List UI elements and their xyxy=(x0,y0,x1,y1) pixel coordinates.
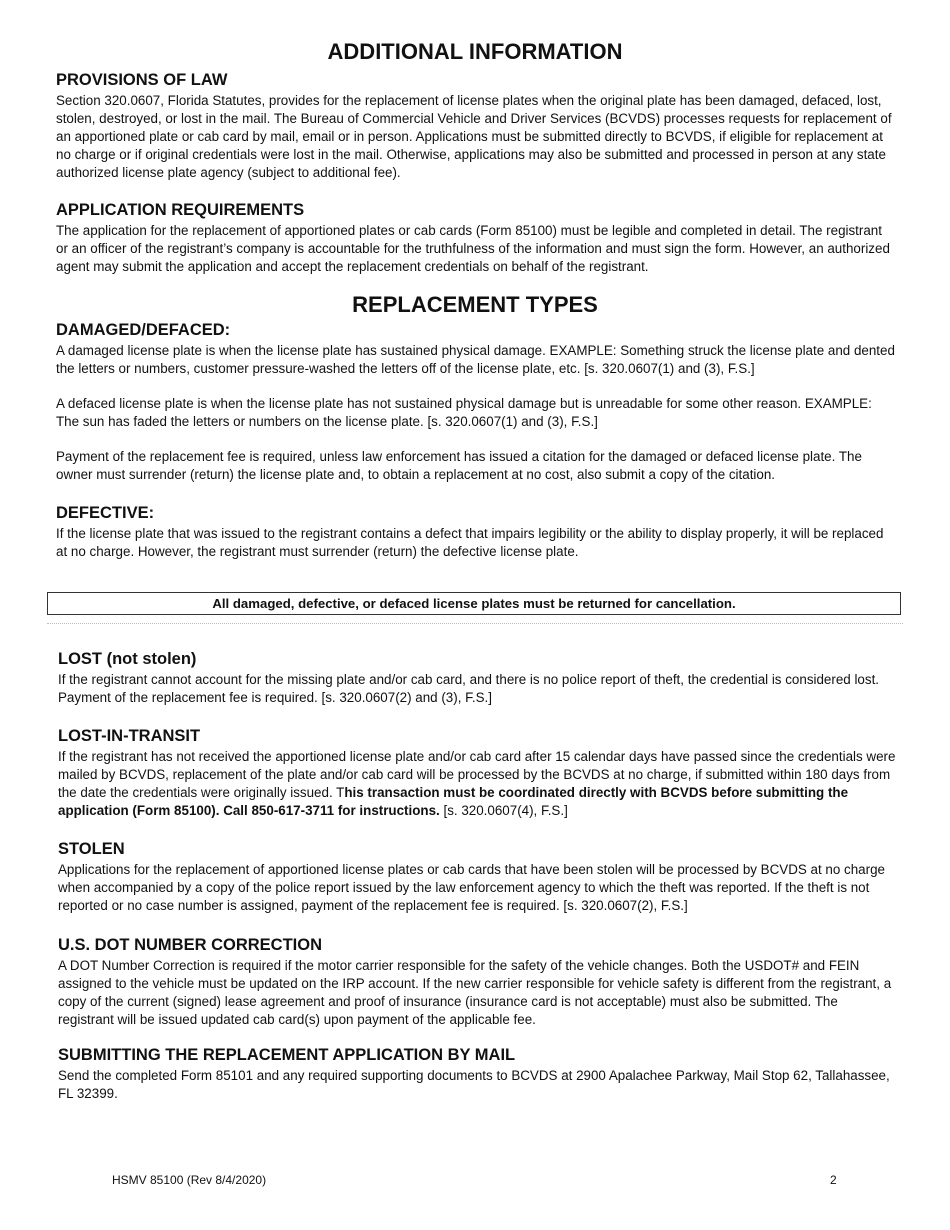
heading-damaged-defaced: DAMAGED/DEFACED: xyxy=(56,321,231,339)
heading-submitting-by-mail: SUBMITTING THE REPLACEMENT APPLICATION BY MAIL xyxy=(58,1046,516,1064)
section-application-requirements xyxy=(56,200,896,276)
section-lost-not-stolen xyxy=(58,649,896,707)
text-defective: If the license plate that was issued to the registrant contains a defect that impairs legibility or the ability to display properly, it will be replaced at no charge. However, the registrant must surrender (return) the defective license plate. xyxy=(56,526,884,559)
text-replacement-fee: Payment of the replacement fee is required, unless law enforcement has issued a citation for the damaged or defaced license plate. The owner must surrender (return) the license plate and, to obtain a replacement at no cost, also submit a copy of the citation. xyxy=(56,449,862,482)
heading-lost-in-transit: LOST-IN-TRANSIT xyxy=(58,727,201,745)
dotted-divider xyxy=(47,623,903,624)
text-provisions-of-law: Section 320.0607, Florida Statutes, provides for the replacement of license plates when the original plate has been damaged, defaced, lost, stolen, destroyed, or lost in the mail. The Bureau of Commercial Vehicle and Driver Services (BCVDS) processes requests for replacement of an apportioned plate or cab card by mail, email or in person. Applications must be submitted directly to BCVDS, if eligible for replacement at no charge or if original credentials were lost in the mail. Otherwise, applications may also be submitted and processed in person at any state authorized license plate agency (subject to additional fee). xyxy=(56,93,892,180)
section-provisions-of-law xyxy=(56,70,896,182)
text-lost-in-transit-citation: [s. 320.0607(4), F.S.] xyxy=(439,803,568,818)
heading-dot-correction: U.S. DOT NUMBER CORRECTION xyxy=(58,936,322,954)
notice-return-plates: All damaged, defective, or defaced license plates must be returned for cancellation. xyxy=(47,592,901,615)
text-lost-in-transit-plain: If the registrant has not received the apportioned license plate and/or cab card after 15 calendar days have passed since the credentials were mailed by BCVDS, replacement of the plate and/or cab card will be processed by the BCVDS at no charge, if submitted within 180 days from the date the credentials were originally issued. T xyxy=(58,749,896,800)
heading-provisions-of-law: PROVISIONS OF LAW xyxy=(56,71,228,89)
section-stolen xyxy=(58,839,896,915)
heading-application-requirements: APPLICATION REQUIREMENTS xyxy=(56,201,305,219)
section-dot-correction xyxy=(58,935,896,1029)
text-defaced-definition: A defaced license plate is when the license plate has not sustained physical damage but is unreadable for some other reason. EXAMPLE: The sun has faded the letters or numbers on the license plate. [s. 320.0607(1) and (3), F.S.] xyxy=(56,396,872,429)
footer-form-id: HSMV 85100 (Rev 8/4/2020) xyxy=(112,1173,267,1187)
section-lost-in-transit xyxy=(58,726,896,820)
text-application-requirements: The application for the replacement of apportioned plates or cab cards (Form 85100) must be legible and completed in detail. The registrant or an officer of the registrant’s company is accountable for the truthfulness of the information and must sign the form. However, an authorized agent may submit the application and accept the replacement credentials on behalf of the registrant. xyxy=(56,223,890,274)
section-defective xyxy=(56,503,896,561)
footer-page-number: 2 xyxy=(830,1173,837,1187)
text-submitting-by-mail: Send the completed Form 85101 and any required supporting documents to BCVDS at 2900 Apalachee Parkway, Mail Stop 62, Tallahassee, FL 32399. xyxy=(58,1068,890,1101)
text-dot-correction: A DOT Number Correction is required if the motor carrier responsible for the safety of the vehicle changes. Both the USDOT# and FEIN assigned to the vehicle must be updated on the IRP account. If the new carrier responsible for vehicle safety is different from the registrant, a copy of the current (signed) lease agreement and proof of insurance (insurance card is not acceptable) must also be submitted. The registrant will be issued updated cab card(s) upon payment of the applicable fee. xyxy=(58,958,892,1027)
text-damaged-definition: A damaged license plate is when the license plate has sustained physical damage. EXAMPLE: Something struck the license plate and dented the letters or numbers, customer pressure-washed the letters off of the license plate, etc. [s. 320.0607(1) and (3), F.S.] xyxy=(56,343,895,376)
text-stolen: Applications for the replacement of apportioned license plates or cab cards that have been stolen will be processed by BCVDS at no charge when accompanied by a copy of the police report issued by the law enforcement agency to which the theft was reported. If the theft is not reported or no case number is assigned, payment of the replacement fee is required. [s. 320.0607(2), F.S.] xyxy=(58,862,885,913)
text-lost-in-transit xyxy=(58,748,896,820)
section-damaged-defaced xyxy=(56,320,896,484)
title-replacement-types: REPLACEMENT TYPES xyxy=(352,292,598,317)
title-additional-information: ADDITIONAL INFORMATION xyxy=(327,39,623,64)
text-lost-in-transit-bold: his transaction must be coordinated directly with BCVDS before submitting the application (Form 85100). Call 850-617-3711 for instructions. xyxy=(58,785,849,818)
section-submitting-by-mail xyxy=(58,1045,896,1103)
heading-defective: DEFECTIVE: xyxy=(56,504,155,522)
heading-stolen: STOLEN xyxy=(58,840,125,858)
heading-lost-not-stolen: LOST (not stolen) xyxy=(58,650,197,668)
text-lost-not-stolen: If the registrant cannot account for the missing plate and/or cab card, and there is no police report of theft, the credential is considered lost. Payment of the replacement fee is required. [s. 320.0607(2) and (3), F.S.] xyxy=(58,672,880,705)
